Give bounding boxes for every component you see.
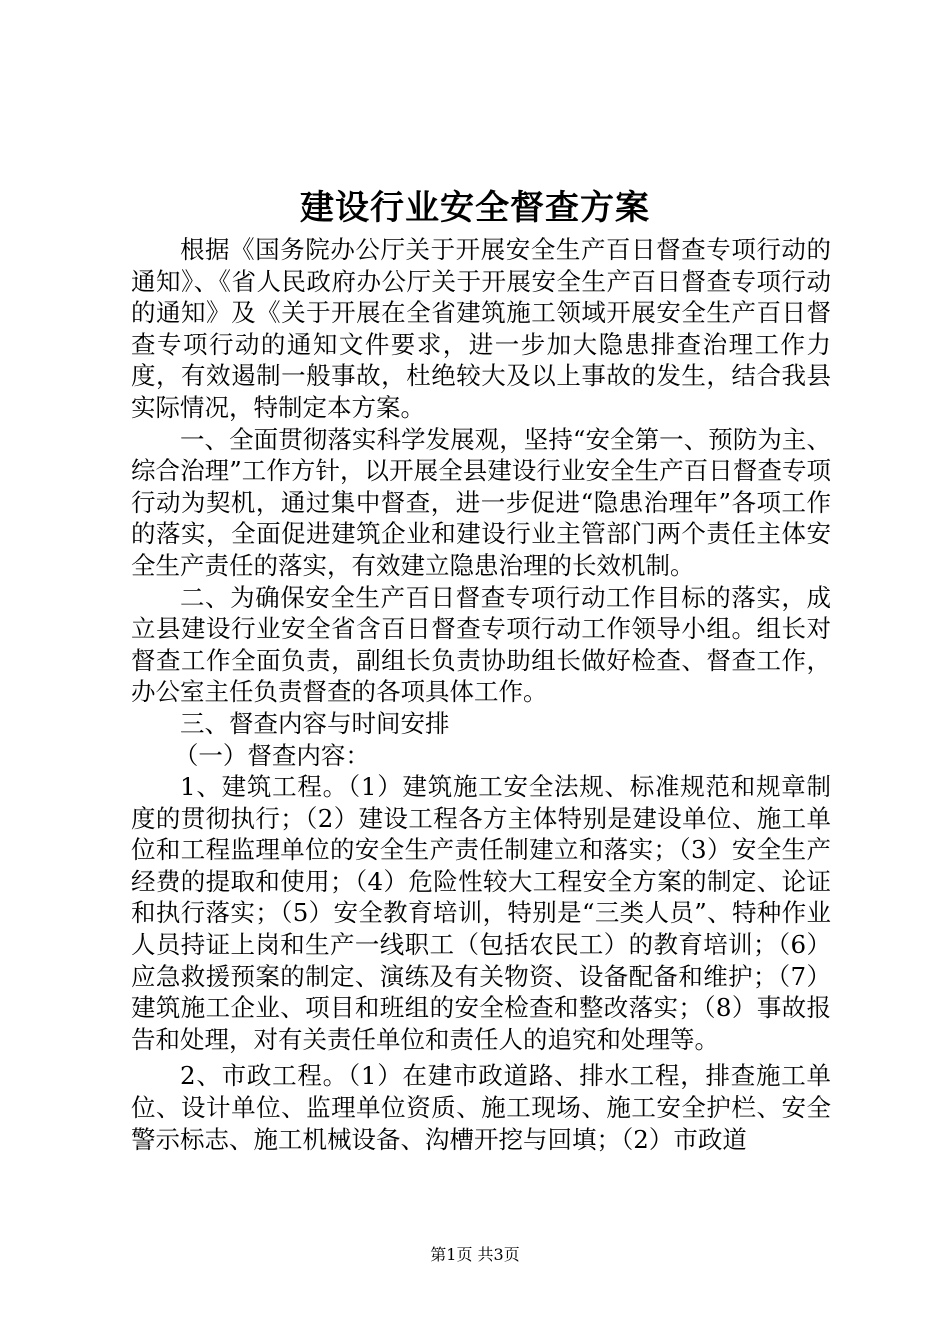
document-title: 建设行业安全督查方案 [300, 188, 650, 228]
paragraph-section-2: 二、为确保安全生产百日督查专项行动工作目标的落实，成立县建设行业安全省含百日督查专项行动工作领导小组。组长对督查工作全面负责，副组长负责协助组长做好检查、督查工作，办公室主任负责督查的各项具体工作。 [131, 582, 831, 707]
paragraph-subsection-heading: （一）督查内容： [173, 740, 370, 770]
paragraph-section-3-heading: 三、督查内容与时间安排 [180, 708, 450, 738]
paragraph-item-1: 1、建筑工程。（1）建筑施工安全法规、标准规范和规章制度的贯彻执行；（2）建设工程各方主体特别是建设单位、施工单位和工程监理单位的安全生产责任制建立和落实；（3）安全生产经费的提取和使用；（4）危险性较大工程安全方案的制定、论证和执行落实；（5）安全教育培训，特别是“三类人员”、特种作业人员持证上岗和生产一线职工（包括农民工）的教育培训；（6）应急救援预案的制定、演练及有关物资、设备配备和维护；（7）建筑施工企业、项目和班组的安全检查和整改落实；（8）事故报告和处理，对有关责任单位和责任人的追究和处理等。 [131, 772, 831, 1054]
document-body [131, 234, 831, 1155]
paragraph-item-2: 2、市政工程。（1）在建市政道路、排水工程，排查施工单位、设计单位、监理单位资质、施工现场、施工安全护栏、安全警示标志、施工机械设备、沟槽开挖与回填；（2）市政道 [131, 1061, 831, 1154]
paragraph-intro: 根据《国务院办公厅关于开展安全生产百日督查专项行动的通知》、《省人民政府办公厅关于开展安全生产百日督查专项行动的通知》及《关于开展在全省建筑施工领域开展安全生产百日督查专项行动的通知文件要求，进一步加大隐患排查治理工作力度，有效遏制一般事故，杜绝较大及以上事故的发生，结合我县实际情况，特制定本方案。 [131, 235, 831, 422]
paragraph-section-1: 一、全面贯彻落实科学发展观，坚持“安全第一、预防为主、综合治理”工作方针，以开展全县建设行业安全生产百日督查专项行动为契机，通过集中督查，进一步促进“隐患治理年”各项工作的落实，全面促进建筑企业和建设行业主管部门两个责任主体安全生产责任的落实，有效建立隐患治理的长效机制。 [131, 424, 831, 580]
page-footer: 第1页 共3页 [430, 1245, 520, 1264]
